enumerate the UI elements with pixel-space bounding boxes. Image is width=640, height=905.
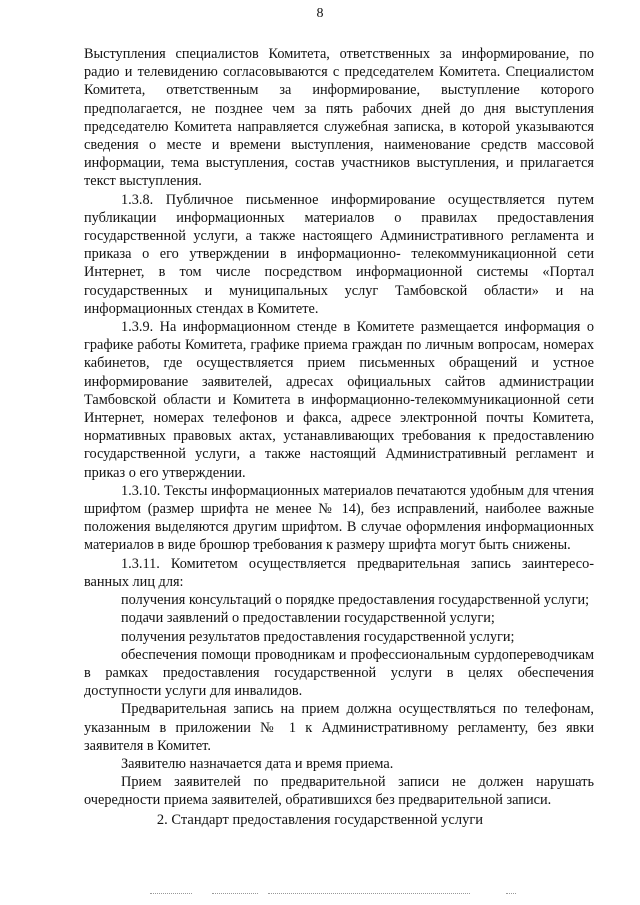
paragraph: Выступления специалистов Комитета, ответственных за информирование, по радио и телевидению согласовываются с председателем Комитета. Специалистом Комитета, ответственным за информирование, выступление которого предполагается, не позднее чем за пять рабочих дней до дня выступления председателю Комитета направляется служебная записка, в которой указываются сведения о месте и времени выступления, наименование средств массовой информации, тема выступления, состав участников выступления, и прилагается текст выступления. (84, 46, 594, 190)
footer-divider (150, 893, 192, 894)
paragraph: 1.3.10. Тексты информационных материалов печатаются удобным для чтения шрифтом (размер шрифта не менее № 14), без исправлений, наиболее важные положения выделяются другим шрифтом. В случае оформления информационных материалов в виде брошюр требования к размеру шрифта могут быть снижены. (84, 482, 594, 554)
paragraph: 1.3.9. На информационном стенде в Комитете размещается информация о графике работы Комитета, графике приема граждан по личным вопросам, номерах кабинетов, где осуществляется прием письменных обращений и устное информирование заявителей, адресах официальных сайтов администрации Тамбовской области и Комитета в информационно-телекоммуникационной сети Интернет, номерах телефонов и факса, адресе электронной почты Комитета, нормативных правовых актах, устанавливающих требования к предоставлению государственной услуги, а также настоящий Административный регламент и приказ о его утверждении. (84, 319, 594, 481)
page-number: 8 (316, 6, 324, 21)
list-item: обеспечения помощи проводникам и профессиональным сурдопереводчикам в рамках предоставления государственной услуги в целях обеспечения доступности услуги для инвалидов. (84, 646, 594, 700)
document-body (84, 45, 594, 810)
list-item: подачи заявлений о предоставлении государственной услуги; (121, 610, 495, 627)
paragraph: Заявителю назначается дата и время приема. (121, 755, 394, 772)
list-item: получения результатов предоставления государственной услуги; (121, 628, 515, 645)
footer-divider (506, 893, 516, 894)
paragraph: Предварительная запись на прием должна осуществляться по телефонам, указанным в приложении № 1 к Административному регламенту, без явки заявителя в Комитет. (84, 701, 594, 754)
paragraph: 1.3.11. Комитетом осуществляется предварительная запись заинтересо-ванных лиц для: (84, 555, 594, 590)
paragraph: 1.3.8. Публичное письменное информирование осуществляется путем публикации информационных материалов о правилах предоставления государственной услуги, а также настоящего Административного регламента и приказа о его утверждении в информационно- телекоммуникационной сети Интернет, в том числе посредством информационной системы «Портал государственных и муниципальных услуг Тамбовской области» и на информационных стендах в Комитете. (84, 191, 594, 317)
paragraph: Прием заявителей по предварительной записи не должен нарушать очередности приема заявителей, обратившихся без предварительной записи. (84, 774, 594, 809)
footer-divider (212, 893, 258, 894)
list-item: получения консультаций о порядке предоставления государственной услуги; (121, 592, 590, 609)
section-heading: 2. Стандарт предоставления государственной услуги (156, 812, 484, 828)
footer-divider (268, 893, 470, 894)
